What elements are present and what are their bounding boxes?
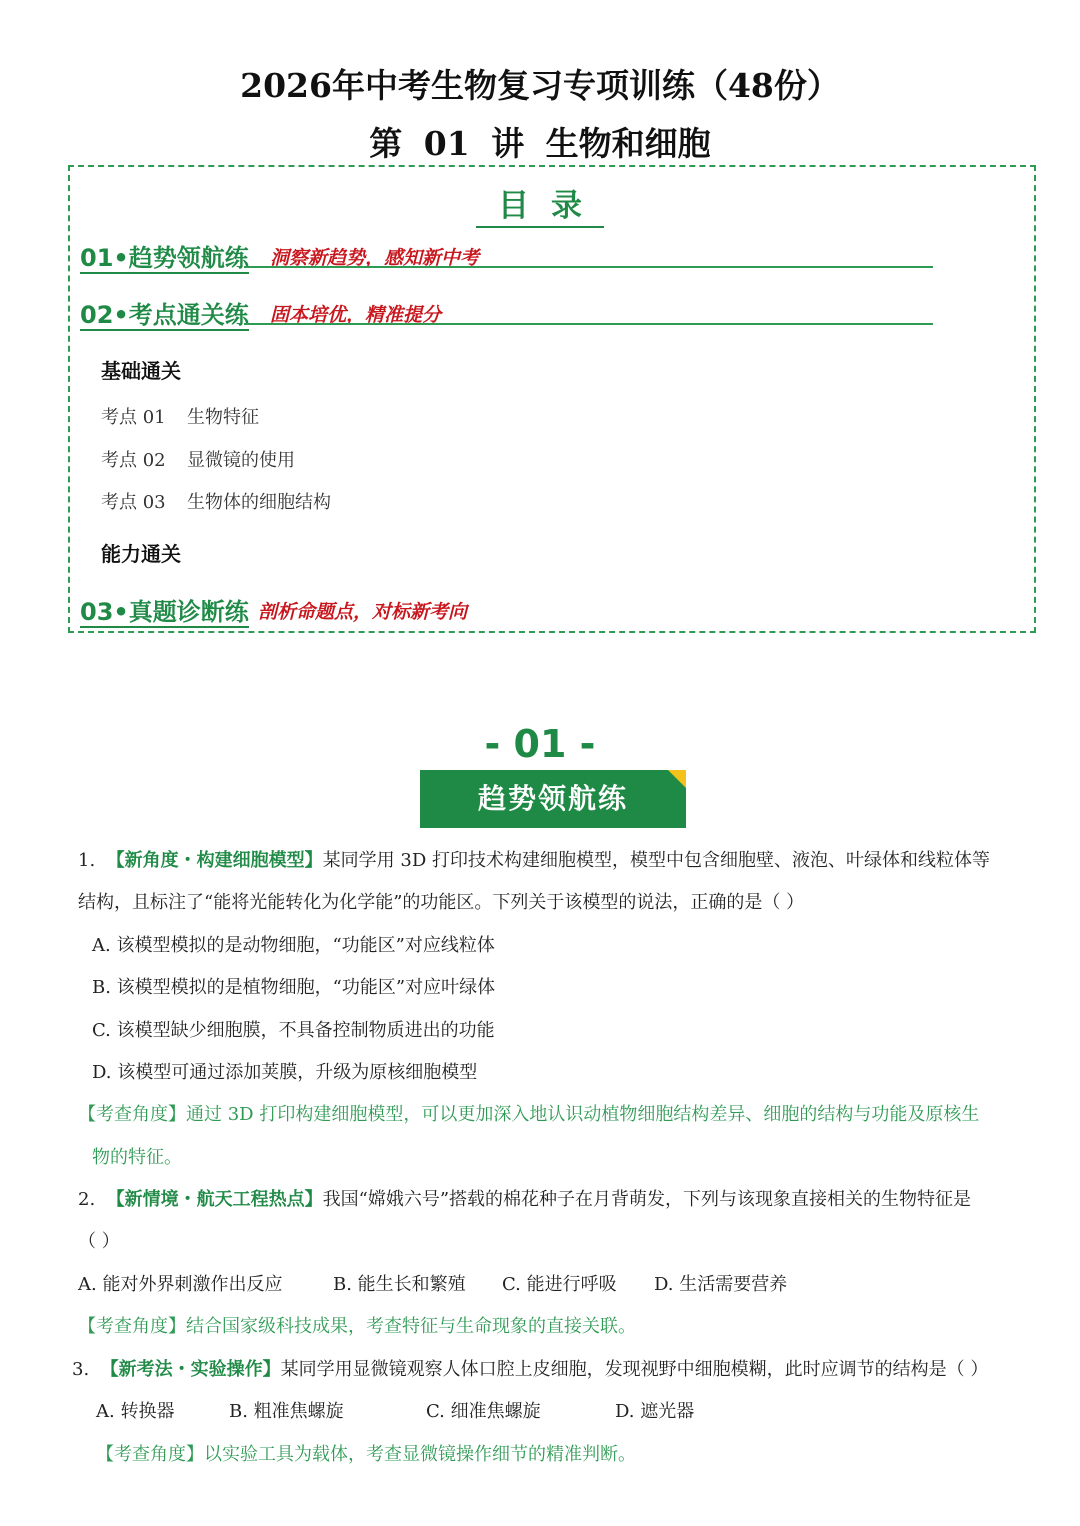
basic-heading: 基础通关: [101, 359, 181, 383]
q2-stem-line2: （ ）: [78, 1231, 120, 1252]
q3-option-c[interactable]: C. 细准焦螺旋: [426, 1401, 541, 1422]
toc-section-02-slogan: 固本培优，精准提分: [270, 304, 442, 326]
toc-section-02-line: [244, 323, 933, 325]
q2-option-c[interactable]: C. 能进行呼吸: [502, 1274, 617, 1295]
q2-angle: 【考查角度】结合国家级科技成果，考查特征与生命现象的直接关联。: [78, 1316, 636, 1337]
q1-tag: 【新角度・构建细胞模型】: [106, 850, 323, 871]
q1-angle-line2: 物的特征。: [92, 1147, 182, 1168]
q3-option-b[interactable]: B. 粗准焦螺旋: [229, 1401, 344, 1422]
q3-option-a[interactable]: A. 转换器: [96, 1401, 175, 1422]
q1-angle-line1: 【考查角度】通过 3D 打印构建细胞模型，可以更加深入地认识动植物细胞结构差异、细胞的结构与功能及原核生: [78, 1104, 980, 1125]
toc-section-01-slogan: 洞察新趋势，感知新中考: [270, 247, 480, 269]
q3-option-d[interactable]: D. 遮光器: [615, 1401, 695, 1422]
q1-option-a[interactable]: A. 该模型模拟的是动物细胞，“功能区”对应线粒体: [92, 935, 495, 956]
toc-title: 目录: [0, 180, 1080, 225]
q3-tag: 【新考法・实验操作】: [100, 1359, 281, 1380]
toc-kaodian-02[interactable]: 考点 02 显微镜的使用: [101, 450, 295, 471]
q2-stem-text: 我国“嫦娥六号”搭载的棉花种子在月背萌发，下列与该现象直接相关的生物特征是: [322, 1189, 972, 1210]
toc-kaodian-01[interactable]: 考点 01 生物特征: [101, 407, 259, 428]
q2-stem-line1: [78, 1185, 971, 1211]
ability-heading: 能力通关: [101, 542, 181, 566]
toc-kaodian-03[interactable]: 考点 03 生物体的细胞结构: [101, 492, 331, 513]
q1-number: 1.: [78, 850, 96, 871]
q2-tag: 【新情境・航天工程热点】: [106, 1189, 323, 1210]
q1-option-d[interactable]: D. 该模型可通过添加荚膜，升级为原核细胞模型: [92, 1062, 478, 1083]
toc-section-01-label[interactable]: 01•趋势领航练: [80, 244, 249, 272]
document-title: 2026年中考生物复习专项训练（48份）: [240, 66, 840, 105]
q1-option-b[interactable]: B. 该模型模拟的是植物细胞，“功能区”对应叶绿体: [92, 977, 496, 998]
q3-stem-text: 某同学用显微镜观察人体口腔上皮细胞，发现视野中细胞模糊，此时应调节的结构是（ ）: [280, 1359, 989, 1380]
toc-section-03-label[interactable]: 03•真题诊断练: [80, 598, 249, 626]
q1-stem-line2: 结构，且标注了“能将光能转化为化学能”的功能区。下列关于该模型的说法，正确的是（ ）: [78, 892, 805, 913]
lecture-subtitle: 第 01 讲 生物和细胞: [369, 124, 711, 163]
toc-section-03-slogan: 剖析命题点，对标新考向: [258, 601, 468, 623]
toc-box: [68, 165, 1036, 633]
section-number: - 01 -: [484, 722, 596, 766]
q3-number: 3.: [72, 1359, 90, 1380]
q2-number: 2.: [78, 1189, 96, 1210]
q2-option-b[interactable]: B. 能生长和繁殖: [333, 1274, 466, 1295]
banner-text: 趋势领航练: [477, 782, 628, 815]
q2-option-a[interactable]: A. 能对外界刺激作出反应: [78, 1274, 283, 1295]
q3-angle: 【考查角度】以实验工具为载体，考查显微镜操作细节的精准判断。: [96, 1444, 636, 1465]
q3-stem-line1: [72, 1355, 988, 1381]
q1-option-c[interactable]: C. 该模型缺少细胞膜，不具备控制物质进出的功能: [92, 1020, 495, 1041]
q1-stem-text: 某同学用 3D 打印技术构建细胞模型，模型中包含细胞壁、液泡、叶绿体和线粒体等: [322, 850, 990, 871]
q1-stem-line1: [78, 846, 990, 872]
toc-section-01-line: [244, 266, 933, 268]
toc-section-02-label[interactable]: 02•考点通关练: [80, 301, 249, 329]
section-banner: [420, 770, 686, 828]
q2-option-d[interactable]: D. 生活需要营养: [654, 1274, 788, 1295]
